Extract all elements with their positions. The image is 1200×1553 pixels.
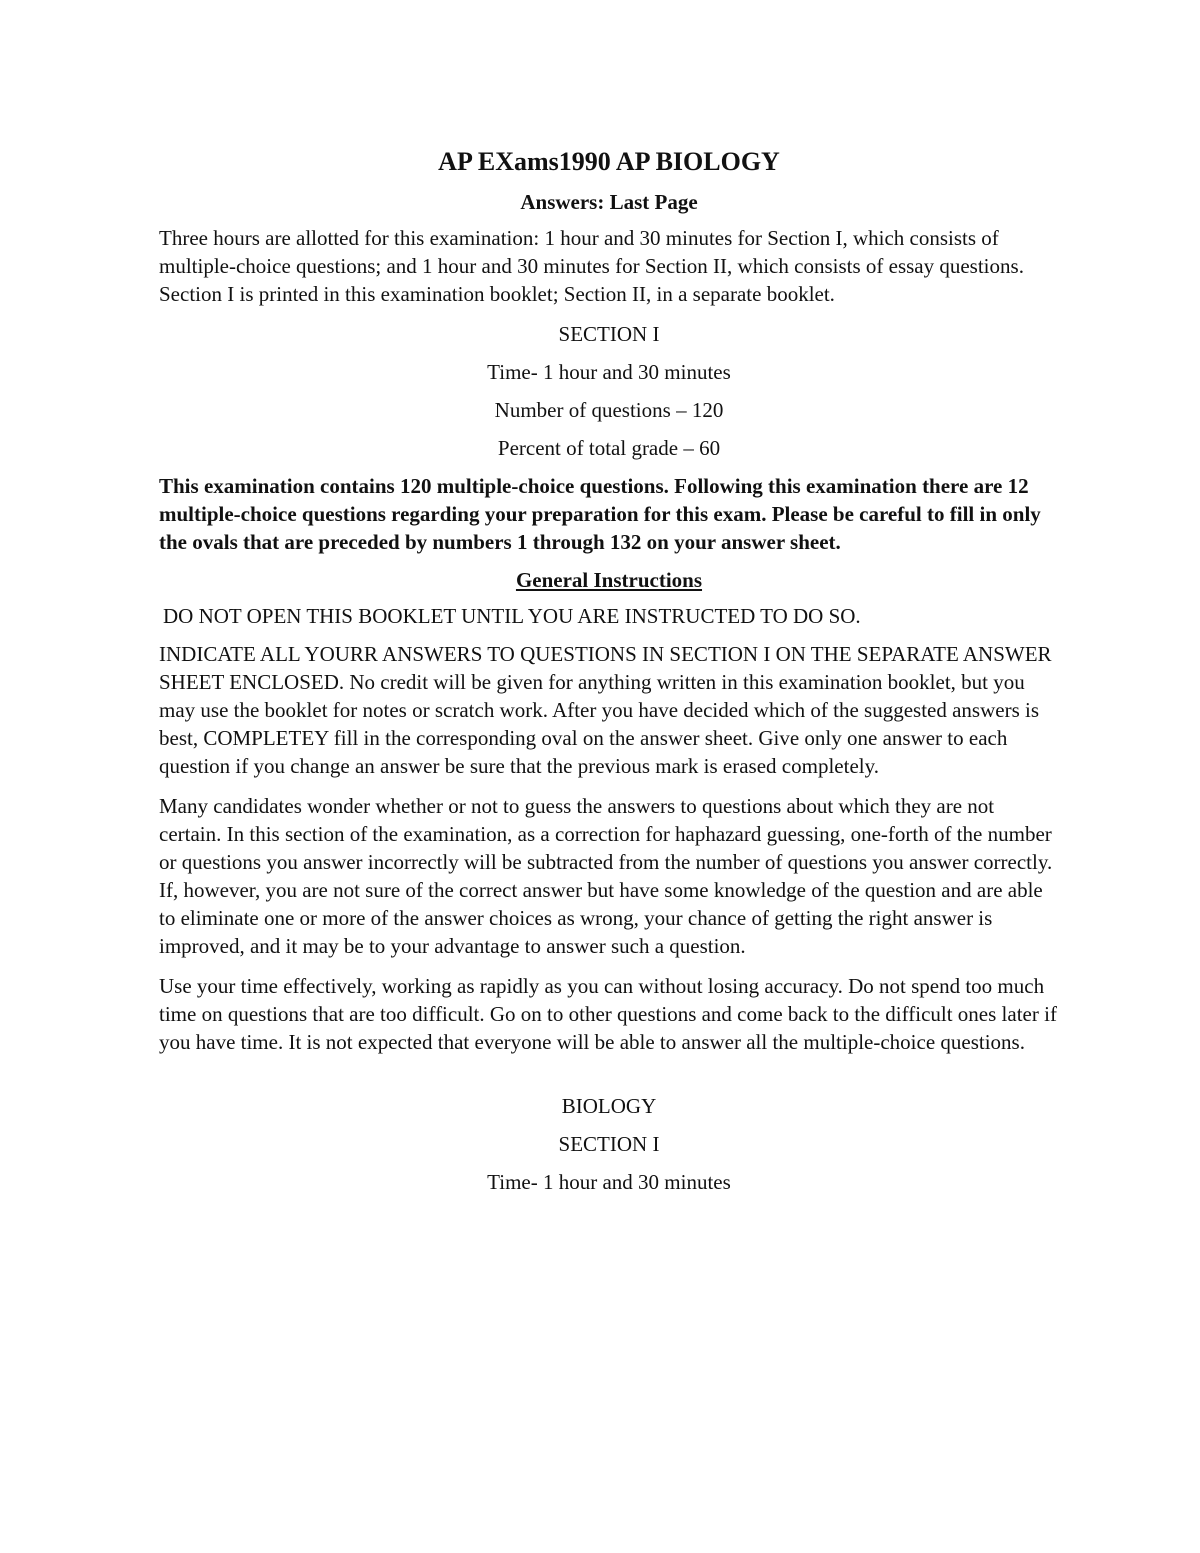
subject-heading: BIOLOGY	[561, 1094, 657, 1118]
time-instructions: Use your time effectively, working as rapidly as you can without losing accuracy. Do not spend too much time on questions that are too difficult. Go on to other questions and come back to the difficult ones later if you have time. It is not expected that everyone will be able to answer all the multiple-choice questions.	[159, 974, 1057, 1054]
footer-section-time: Time- 1 hour and 30 minutes	[487, 1170, 731, 1194]
section-percent: Percent of total grade – 60	[497, 436, 721, 460]
section-question-count: Number of questions – 120	[494, 398, 724, 422]
section-heading: SECTION I	[558, 322, 660, 346]
guessing-instructions: Many candidates wonder whether or not to guess the answers to questions about which they are not certain. In this section of the examination, as a correction for haphazard guessing, one-forth of the number or questions you answer incorrectly will be subtracted from the number of questions you answer correctly. If, however, you are not sure of the correct answer but have some knowledge of the question and are able to eliminate one or more of the answer choices as wrong, your chance of getting the right answer is improved, and it may be to your advantage to answer such a question.	[159, 794, 1053, 958]
answers-note: Answers: Last Page	[520, 190, 698, 214]
section-time: Time- 1 hour and 30 minutes	[487, 360, 731, 384]
footer-section-heading: SECTION I	[558, 1132, 660, 1156]
document-title: AP EXams1990 AP BIOLOGY	[438, 147, 780, 176]
exam-notice: This examination contains 120 multiple-choice questions. Following this examination there are 12 multiple-choice questions regarding your preparation for this exam. Please be careful to fill in only the ovals that are preceded by numbers 1 through 132 on your answer sheet.	[159, 474, 1041, 554]
answer-sheet-instructions: INDICATE ALL YOURR ANSWERS TO QUESTIONS IN SECTION I ON THE SEPARATE ANSWER SHEET ENCLOSED. No credit will be given for anything written in this examination booklet, but you may use the booklet for notes or scratch work. After you have decided which of the suggested answers is best, COMPLETEY fill in the corresponding oval on the answer sheet. Give only one answer to each question if you change an answer be sure that the previous mark is erased completely.	[159, 642, 1052, 778]
document-body	[159, 145, 1059, 1206]
do-not-open-instruction: DO NOT OPEN THIS BOOKLET UNTIL YOU ARE INSTRUCTED TO DO SO.	[163, 604, 861, 628]
general-instructions-heading: General Instructions	[515, 568, 703, 592]
intro-paragraph: Three hours are allotted for this examination: 1 hour and 30 minutes for Section I, which consists of multiple-choice questions; and 1 hour and 30 minutes for Section II, which consists of essay questions. Section I is printed in this examination booklet; Section II, in a separate booklet.	[159, 226, 1024, 306]
spacer	[159, 1068, 1059, 1092]
